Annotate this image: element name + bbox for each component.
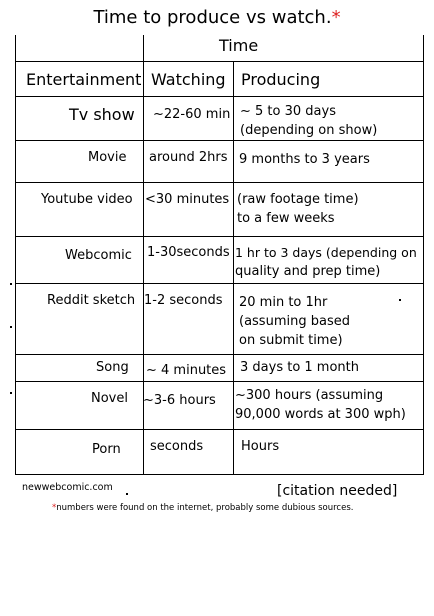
stray-mark <box>399 299 401 301</box>
site-credit: newwebcomic.com <box>22 482 113 493</box>
title-asterisk: * <box>331 7 341 28</box>
header-time: Time <box>219 36 259 55</box>
row-watching-novel: ~3-6 hours <box>143 393 216 408</box>
row-producing-youtube-video: (raw footage time) <box>237 192 359 207</box>
row-producing-movie: 9 months to 3 years <box>239 152 370 167</box>
row-producing-tv-show: (depending on show) <box>240 123 378 138</box>
row-divider <box>15 96 424 97</box>
row-producing-tv-show: ~ 5 to 30 days <box>240 104 336 119</box>
row-watching-movie: around 2hrs <box>149 150 228 165</box>
column-divider-2 <box>233 61 234 475</box>
row-producing-reddit-sketch: on submit time) <box>239 333 343 348</box>
stray-mark <box>10 392 12 394</box>
stray-mark <box>10 326 12 328</box>
row-divider <box>15 381 424 382</box>
row-divider <box>15 61 424 62</box>
row-producing-youtube-video: to a few weeks <box>237 211 335 226</box>
row-type-tv-show: Tv show <box>69 105 135 124</box>
header-producing: Producing <box>241 70 321 89</box>
row-producing-novel: ~300 hours (assuming <box>235 388 384 403</box>
header-watching: Watching <box>151 70 226 89</box>
table-bottom-border <box>15 474 424 475</box>
row-type-webcomic: Webcomic <box>65 248 132 263</box>
stray-mark <box>10 283 12 285</box>
row-divider <box>15 140 424 141</box>
row-producing-novel: 90,000 words at 300 wph) <box>235 407 406 422</box>
table-right-border <box>423 35 424 475</box>
row-type-youtube-video: Youtube video <box>41 192 133 207</box>
row-producing-reddit-sketch: (assuming based <box>239 314 350 329</box>
footnote <box>52 503 353 513</box>
row-producing-reddit-sketch: 20 min to 1hr <box>239 295 328 310</box>
row-type-novel: Novel <box>91 391 128 406</box>
row-watching-youtube-video: <30 minutes <box>145 192 230 207</box>
header-entertainment: Entertainment <box>26 70 142 89</box>
row-divider <box>15 354 424 355</box>
row-divider <box>15 236 424 237</box>
row-type-movie: Movie <box>88 150 127 165</box>
citation-needed: [citation needed] <box>277 483 398 499</box>
row-producing-song: 3 days to 1 month <box>240 360 359 375</box>
row-producing-webcomic: 1 hr to 3 days (depending on <box>235 245 417 260</box>
row-producing-webcomic: quality and prep time) <box>235 264 381 279</box>
table-left-border <box>15 35 16 475</box>
row-watching-webcomic: 1-30seconds <box>147 245 230 260</box>
row-divider <box>15 182 424 183</box>
footnote-asterisk: * <box>52 503 57 513</box>
row-watching-porn: seconds <box>150 439 204 454</box>
row-type-song: Song <box>96 360 129 375</box>
title-text: Time to produce vs watch. <box>93 7 332 28</box>
page-title <box>0 7 434 28</box>
comparison-table <box>15 35 424 475</box>
row-watching-reddit-sketch: 1-2 seconds <box>144 293 223 308</box>
row-divider <box>15 283 424 284</box>
row-watching-song: ~ 4 minutes <box>146 363 227 378</box>
row-divider <box>15 429 424 430</box>
row-type-reddit-sketch: Reddit sketch <box>47 293 136 308</box>
row-watching-tv-show: ~22-60 min <box>153 107 231 122</box>
row-type-porn: Porn <box>92 442 121 457</box>
row-producing-porn: Hours <box>241 439 280 454</box>
stray-mark <box>126 493 128 495</box>
footnote-text: numbers were found on the internet, probably some dubious sources. <box>56 503 354 513</box>
